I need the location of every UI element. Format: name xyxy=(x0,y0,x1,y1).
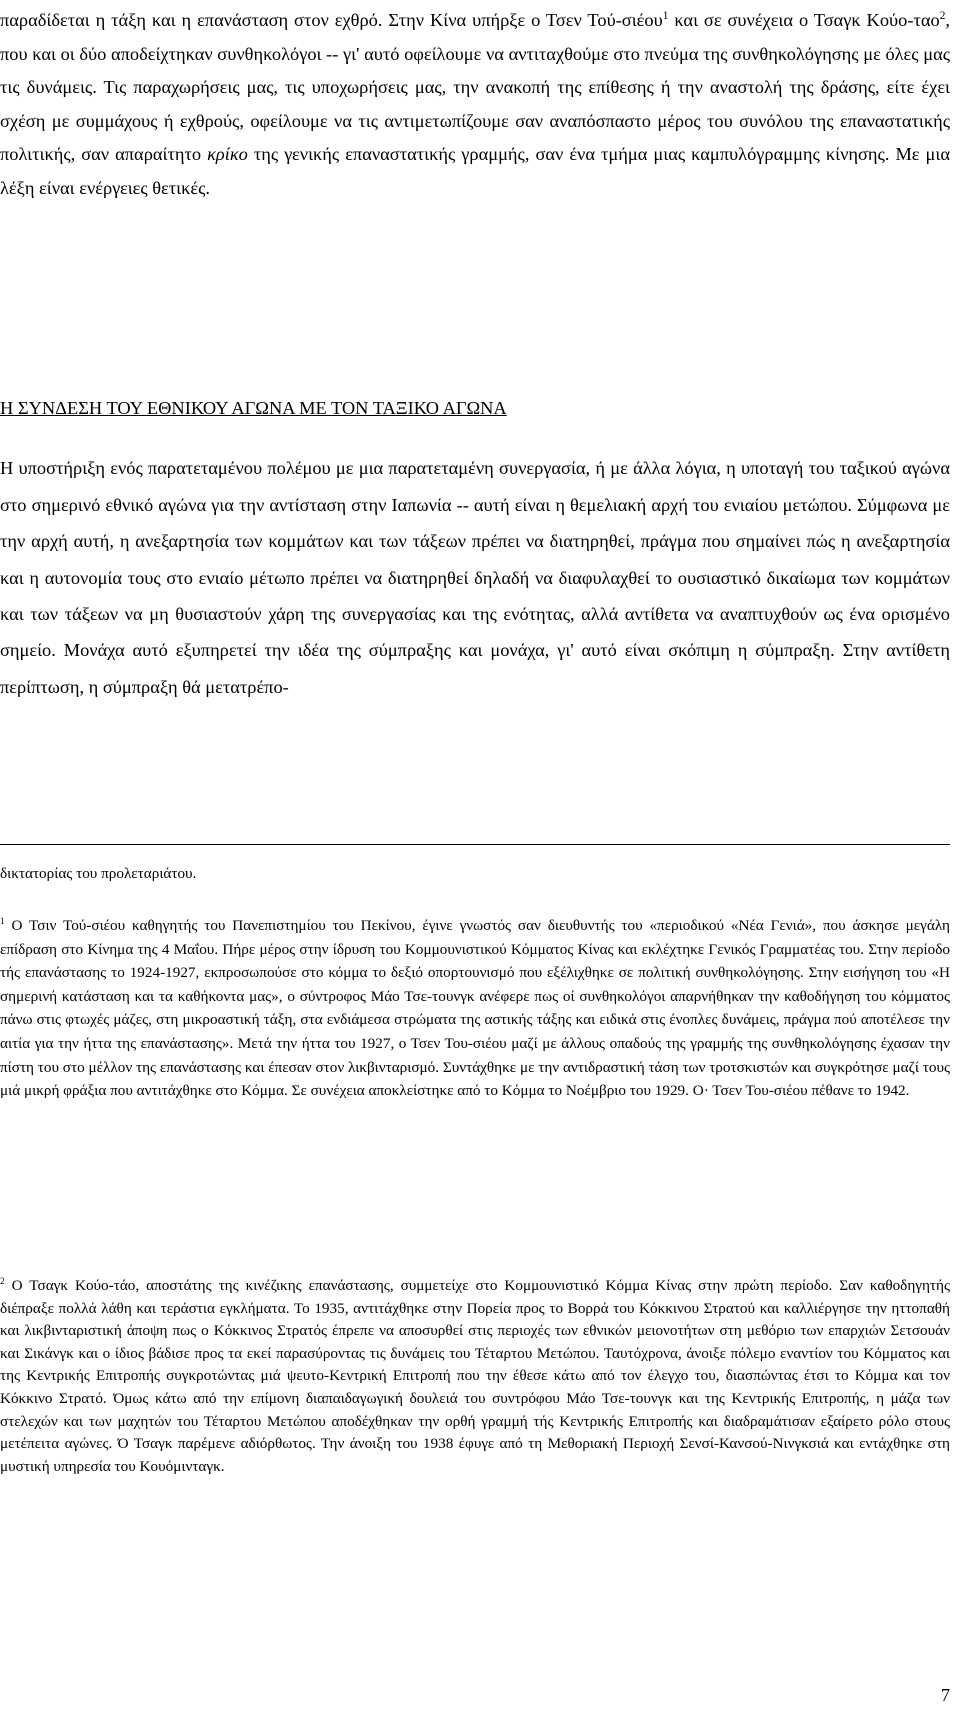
footnote-1-text: Ο Τσιν Τού-σιέου καθηγητής του Πανεπιστημίου του Πεκίνου, έγινε γνωστός σαν διευθυντής του «περιοδικού «Νέα Γενιά», που άσκησε μεγάλη επίδραση στο Κίνημα της 4 Μαΐου. Πήρε μέρος στην ίδρυση του Κομμουνιστικού Κόμματος Κίνας και εκλέχτηκε Γενικός Γραμματέας του. Στην περίοδο τής επανάστασης το 1924-1927, εκπροσωπούσε στο κόμμα το δεξιό οπορτουνισμό που εξέλιχθηκε σε πολιτική συνθηκολόγησης. Στην εισήγηση του «Η σημερινή κατάσταση και τα καθήκοντα μας», ο σύντροφος Μάο Τσε-τουνγκ ανέφερε πως οί συνθηκολόγοι απαρνήθηκαν την καθοδήγηση του κόμματος πάνω στις φτωχές μάζες, στη μικροαστική τάξη, στα ενδιάμεσα στρώματα της αστικής τάξης και ειδικά στις ένοπλες δυνάμεις, πράγμα πού αποτέλεσε την αιτία για την ήττα της επανάστασης». Μετά την ήττα του 1927, ο Τσεν Του-σιέου μαζί με άλλους οπαδούς της γραμμής της συνθηκολόγησης έχασαν την πίστη του στο μέλλον της επανάστασης και έπεσαν στον λικβινταρισμό. Συντάχθηκε με την αντιδραστική τάση των τροτσκιστών και συγκρότησε μαζί τους μιά μικρή φράξια που αντιτάχθηκε στο Κόμμα. Σε συνέχεια αποκλείστηκε από το Κόμμα το Νοέμβριο του 1929. Ο· Τσεν Του-σιέου πέθανε το 1942. xyxy=(0,917,950,1100)
paragraph-text-part: παραδίδεται η τάξη και η επανάσταση στον εχθρό. Στην Κίνα υπήρξε ο Τσεν Τού-σιέου xyxy=(0,10,663,30)
section-body xyxy=(0,432,950,724)
body-paragraph xyxy=(0,4,950,206)
italic-term: κρίκο xyxy=(207,144,248,165)
footnote-ref-2: 2 xyxy=(939,9,946,22)
footnote-2 xyxy=(0,1275,950,1478)
footnote-2-text: Ο Τσαγκ Κούο-τάο, αποστάτης της κινέζικης επανάστασης, συμμετείχε στο Κομμουνιστικό Κόμμα Κίνας στην πρώτη περίοδο. Σαν καθοδηγητής διέπραξε πολλά λάθη και τεράστια εγκλήματα. Το 1935, αντιτάχθηκε στην Πορεία προς το Βορρά του Κόκκινου Στρατού και καλλιέργησε την ηττοπαθή και λικβινταριστική άποψη πως ο Κόκκινος Στρατός έπρεπε να αποσυρθεί στις περιοχές των εθνικών μειονοτήτων στη μεθόριο των επαρχιών Σετσουάν και Σικάνγκ και ο ίδιος βάδισε προς τα εκεί παρασύροντας τις δυνάμεις του Τέταρτου Μετώπου. Ταυτόχρονα, άνοιξε πόλεμο εναντίον του Κόμματος και της Κεντρικής Επιτροπής συγκροτώντας μιά ψευτο-Κεντρική Επιτροπή που την έθεσε κάτω από τον έλεγχο του, διασπώντας έτσι το Κόμμα και τον Κόκκινο Στρατό. Όμως κάτω από την επίμονη διαπαιδαγωγική δουλειά του συντρόφου Μάο Τσε-τουνγκ και της Κεντρικής Επιτροπής, η μάζα των στελεχών και των μαχητών του Τέταρτου Μετώπου αποδέχθηκαν την ορθή γραμμή τής Κεντρικής Επιτροπής και διαδραμάτισαν εξαίρετο ρόλο στους μετέπειτα αγώνες. Ό Τσαγκ παρέμενε αδιόρθωτος. Την άνοιξη του 1938 έφυγε από τη Μεθοριακή Περιοχή Σενσί-Κανσού-Νινγκσιά και εντάχθηκε στη μυστική υπηρεσία του Κουόμινταγκ. xyxy=(0,1277,950,1475)
footnote-mark-2: 2 xyxy=(0,1276,5,1287)
continued-paragraph xyxy=(0,4,950,206)
section-paragraph: Η υποστήριξη ενός παρατεταμένου πολέμου με μια παρατεταμένη συνεργασία, ή με άλλα λόγια, η υποταγή του ταξικού αγώνα στο σημερινό εθνικό αγώνα για την αντίσταση στην Ιαπωνία -- αυτή είναι η θεμελιακή αρχή του ενιαίου μετώπου. Σύμφωνα με την αρχή αυτή, η ανεξαρτησία των κομμάτων και των τάξεων πρέπει να διατηρηθεί, πράγμα που σημαίνει πώς η ανεξαρτησία και η αυτονομία τους στο ενιαίο μέτωπο πρέπει να διατηρηθεί δηλαδή να διαφυλαχθεί το ουσιαστικό δικαίωμα των κομμάτων και των τάξεων να μη θυσιαστούν χάρη της συνεργασίας και της ενότητας, αλλά αντίθετα να αναπτυχθούν ως ένα ορισμένο σημείο. Μονάχα αυτό εξυπηρετεί την ιδέα της σύμπραξης και μονάχα, γι' αυτό είναι σκόπιμη η σύμπραξη. Στην αντίθετη περίπτωση, η σύμπραξη θά μετατρέπο- xyxy=(0,458,950,697)
footnote-1 xyxy=(0,914,950,1103)
section-heading: Η ΣΥΝΔΕΣΗ ΤΟΥ ΕΘΝΙΚΟΥ ΑΓΩΝΑ ΜΕ ΤΟΝ ΤΑΞΙΚΟ ΑΓΩΝΑ xyxy=(0,398,507,418)
page-number: 7 xyxy=(941,1685,950,1705)
footnote-ref-1: 1 xyxy=(662,9,669,22)
paragraph-text-part: της γενικής επαναστατικής γραμμής, σαν ένα τμήμα μιας καμπυλόγραμμης κίνησης. Με μια λέξη είναι ενέργειες θετικές. xyxy=(0,144,950,198)
paragraph-text-part: , που και οι δύο αποδείχτηκαν συνθηκολόγοι -- γι' αυτό οφείλουμε να αντιταχθούμε στο πνεύμα της συνθηκολόγησης με όλες μας τις δυνάμεις. Τις παραχωρήσεις μας, τις υποχωρήσεις μας, την ανακοπή της επίθεσης ή την αναστολή της δράσης, είτε έχει σχέση με συμμάχους ή εχθρούς, οφείλουμε να τις αντιμετωπίζουμε σαν αναπόσπαστο μέρος του συνόλου της επαναστατικής πολιτικής, σαν απαραίτητο xyxy=(0,10,950,165)
footnote-divider xyxy=(0,844,950,845)
footnote-mark-1: 1 xyxy=(0,916,5,927)
paragraph-text-part: και σε συνέχεια ο Τσαγκ Κούο-ταο xyxy=(668,10,940,30)
footnote-carryover: δικτατορίας του προλεταριάτου. xyxy=(0,865,197,882)
